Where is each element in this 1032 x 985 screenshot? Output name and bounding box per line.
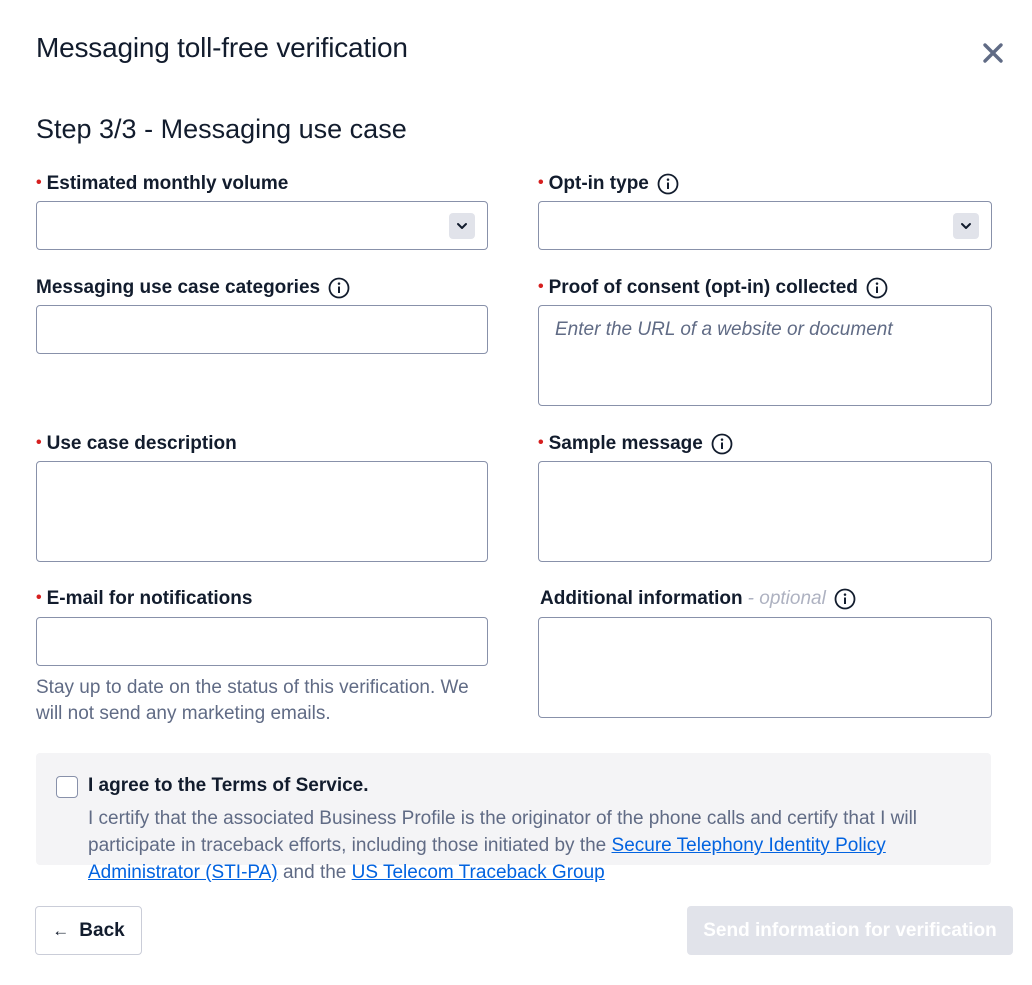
arrow-left-icon: ←	[52, 920, 70, 940]
required-marker: •	[538, 278, 544, 295]
use-case-categories-label: Messaging use case categories	[36, 277, 321, 298]
proof-of-consent-textarea[interactable]	[538, 305, 992, 406]
use-case-description-label: Use case description	[46, 433, 237, 454]
required-marker: •	[36, 174, 42, 191]
proof-of-consent-field	[538, 276, 888, 300]
traceback-group-link[interactable]: US Telecom Traceback Group	[351, 862, 605, 883]
info-icon[interactable]	[866, 277, 888, 299]
tos-checkbox[interactable]	[56, 776, 78, 798]
chevron-down-icon	[449, 213, 475, 239]
tos-title: I agree to the Terms of Service.	[88, 775, 369, 796]
required-marker: •	[36, 589, 42, 606]
email-help-text: Stay up to date on the status of this verification. We will not send any marketing emails.	[36, 677, 469, 724]
opt-in-type-label: Opt-in type	[548, 173, 649, 194]
additional-info-label: Additional information	[540, 588, 743, 609]
modal-title: Messaging toll-free verification	[36, 32, 408, 63]
info-icon[interactable]	[834, 588, 856, 610]
send-for-verification-button[interactable]	[687, 906, 1013, 955]
sti-pa-link[interactable]: Secure Telephony Identity Policy Administrator (STI-PA)	[88, 835, 886, 883]
send-label: Send information for verification	[703, 919, 997, 941]
email-input[interactable]	[36, 617, 488, 666]
use-case-categories-field	[36, 276, 350, 300]
close-button[interactable]	[976, 36, 1010, 70]
info-icon[interactable]	[657, 173, 679, 195]
tos-text-before: I certify that the associated Business Profile is the originator of the phone calls and certify that I will participate in traceback efforts, including those initiated by the	[88, 808, 918, 856]
tos-text-middle: and the	[277, 862, 352, 883]
proof-of-consent-placeholder: Enter the URL of a website or document	[555, 319, 893, 340]
additional-info-field	[540, 587, 856, 611]
opt-in-type-field	[538, 172, 679, 196]
monthly-volume-label: Estimated monthly volume	[46, 173, 289, 194]
use-case-categories-input[interactable]	[36, 305, 488, 354]
proof-of-consent-label: Proof of consent (opt-in) collected	[548, 277, 858, 298]
email-label: E-mail for notifications	[46, 588, 253, 609]
tos-text	[88, 805, 968, 886]
close-icon	[982, 42, 1004, 64]
step-title: Step 3/3 - Messaging use case	[36, 114, 407, 144]
opt-in-type-select[interactable]	[538, 201, 992, 250]
monthly-volume-field	[36, 172, 288, 196]
info-icon[interactable]	[328, 277, 350, 299]
sample-message-label: Sample message	[548, 433, 703, 454]
use-case-description-field	[36, 432, 237, 456]
required-marker: •	[538, 174, 544, 191]
sample-message-textarea[interactable]	[538, 461, 992, 562]
info-icon[interactable]	[711, 433, 733, 455]
required-marker: •	[538, 434, 544, 451]
use-case-description-textarea[interactable]	[36, 461, 488, 562]
terms-of-service-box	[36, 753, 991, 883]
monthly-volume-select[interactable]	[36, 201, 488, 250]
back-label: Back	[79, 919, 125, 941]
back-button[interactable]	[35, 906, 142, 955]
sample-message-field	[538, 432, 733, 456]
required-marker: •	[36, 434, 42, 451]
optional-tag: - optional	[747, 588, 826, 609]
email-field	[36, 587, 252, 611]
chevron-down-icon	[953, 213, 979, 239]
additional-info-textarea[interactable]	[538, 617, 992, 718]
